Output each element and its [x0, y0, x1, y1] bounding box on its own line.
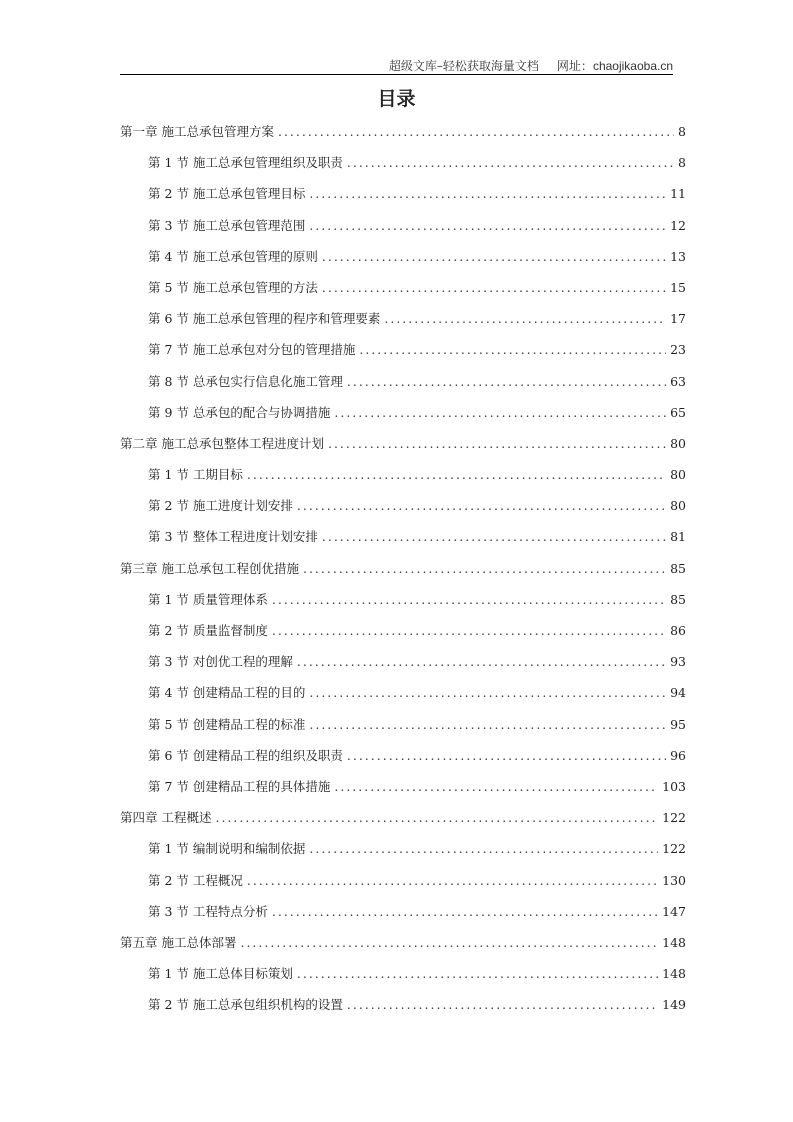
- toc-dot-leader: [272, 900, 658, 924]
- site-url: chaojikaoba.cn: [592, 59, 673, 73]
- toc-dot-leader: [328, 432, 666, 456]
- toc-page-number: 15: [670, 279, 686, 295]
- toc-dot-leader: [297, 650, 666, 674]
- toc-entry-label: 第 5 节 创建精品工程的标准: [148, 716, 306, 732]
- toc-dot-leader: [334, 775, 658, 799]
- toc-entry-label: 第 2 节 质量监督制度: [148, 623, 268, 638]
- toc-dot-leader: [322, 276, 666, 300]
- toc-entry-label: 第 4 节 创建精品工程的目的: [148, 685, 306, 701]
- toc-entry-label: 第 1 节 编制说明和编制依据: [148, 841, 306, 857]
- toc-section-entry[interactable]: [120, 962, 686, 993]
- toc-page-number: 11: [670, 186, 686, 202]
- toc-dot-leader: [384, 307, 666, 331]
- toc-dot-leader: [309, 713, 666, 737]
- toc-page-number: 81: [670, 529, 686, 545]
- toc-section-entry[interactable]: [120, 182, 686, 213]
- toc-page-number: 23: [670, 342, 686, 358]
- toc-section-entry[interactable]: [120, 151, 686, 182]
- toc-section-entry[interactable]: [120, 307, 686, 338]
- toc-section-entry[interactable]: [120, 869, 686, 900]
- toc-dot-leader: [272, 588, 666, 612]
- toc-page-number: 8: [678, 124, 686, 139]
- toc-page-number: 17: [670, 311, 686, 327]
- toc-dot-leader: [272, 619, 666, 643]
- toc-page-number: 94: [670, 685, 686, 701]
- toc-section-entry[interactable]: [120, 713, 686, 744]
- toc-entry-label: 第 2 节 施工总承包组织机构的设置: [148, 997, 343, 1013]
- toc-section-entry[interactable]: [120, 276, 686, 307]
- toc-section-entry[interactable]: [120, 588, 686, 619]
- toc-entry-label: 第 3 节 工程特点分析: [148, 903, 268, 919]
- toc-section-entry[interactable]: [120, 245, 686, 276]
- toc-page-number: 80: [670, 498, 686, 514]
- toc-page-number: 86: [670, 623, 686, 638]
- toc-page-number: 63: [670, 373, 686, 389]
- toc-page-number: 85: [670, 560, 686, 576]
- toc-dot-leader: [334, 401, 666, 425]
- toc-section-entry[interactable]: [120, 463, 686, 494]
- toc-dot-leader: [240, 931, 658, 955]
- toc-dot-leader: [278, 120, 674, 144]
- toc-entry-label: 第二章 施工总承包整体工程进度计划: [120, 435, 324, 451]
- toc-entry-label: 第五章 施工总体部署: [120, 934, 237, 950]
- toc-page-number: 130: [662, 872, 686, 888]
- toc-page-number: 93: [670, 654, 686, 670]
- toc-section-entry[interactable]: [120, 401, 686, 432]
- toc-page-number: 148: [662, 934, 686, 950]
- toc-entry-label: 第一章 施工总承包管理方案: [120, 124, 274, 139]
- toc-dot-leader: [347, 744, 666, 768]
- toc-chapter-entry[interactable]: [120, 120, 686, 151]
- toc-dot-leader: [309, 681, 666, 705]
- toc-entry-label: 第 7 节 施工总承包对分包的管理措施: [148, 342, 356, 358]
- toc-entry-label: 第三章 施工总承包工程创优措施: [120, 560, 299, 576]
- toc-entry-label: 第四章 工程概述: [120, 810, 212, 826]
- toc-page-number: 12: [670, 217, 686, 233]
- toc-entry-label: 第 1 节 质量管理体系: [148, 591, 268, 607]
- toc-entry-label: 第 2 节 施工总承包管理目标: [148, 186, 306, 202]
- toc-section-entry[interactable]: [120, 525, 686, 556]
- toc-chapter-entry[interactable]: [120, 432, 686, 463]
- toc-entry-label: 第 1 节 施工总体目标策划: [148, 966, 293, 982]
- toc-section-entry[interactable]: [120, 494, 686, 525]
- toc-page-number: 103: [662, 778, 686, 794]
- toc-page-number: 85: [670, 591, 686, 607]
- toc-page-number: 13: [670, 248, 686, 264]
- toc-dot-leader: [303, 557, 666, 581]
- toc-dot-leader: [347, 151, 674, 175]
- toc-dot-leader: [215, 806, 658, 830]
- toc-entry-label: 第 1 节 施工总承包管理组织及职责: [148, 155, 343, 171]
- toc-dot-leader: [247, 869, 658, 893]
- header-rule: [120, 74, 673, 75]
- toc-page-number: 147: [662, 903, 686, 919]
- toc-entry-label: 第 3 节 整体工程进度计划安排: [148, 529, 318, 545]
- site-label: 网址：: [556, 59, 593, 73]
- toc-section-entry[interactable]: [120, 900, 686, 931]
- site-text: 超级文库–轻松获取海量文档: [388, 59, 539, 73]
- toc-page-number: 80: [670, 435, 686, 451]
- toc-dot-leader: [309, 214, 666, 238]
- toc-dot-leader: [247, 463, 666, 487]
- toc-entry-label: 第 6 节 施工总承包管理的程序和管理要素: [148, 311, 381, 327]
- toc-entry-label: 第 8 节 总承包实行信息化施工管理: [148, 373, 343, 389]
- page-header: [120, 57, 673, 73]
- toc-dot-leader: [322, 525, 666, 549]
- page-title: 目录: [377, 88, 416, 110]
- toc-entry-label: 第 1 节 工期目标: [148, 467, 243, 483]
- toc-page-number: 122: [662, 810, 686, 826]
- toc-page-number: 65: [670, 404, 686, 420]
- toc-dot-leader: [347, 370, 666, 394]
- toc-section-entry[interactable]: [120, 993, 686, 1024]
- toc-section-entry[interactable]: [120, 775, 686, 806]
- toc-section-entry[interactable]: [120, 370, 686, 401]
- toc-section-entry[interactable]: [120, 650, 686, 681]
- toc-section-entry[interactable]: [120, 744, 686, 775]
- toc-entry-label: 第 3 节 对创优工程的理解: [148, 654, 293, 670]
- toc-section-entry[interactable]: [120, 837, 686, 868]
- toc-dot-leader: [297, 962, 658, 986]
- toc-section-entry[interactable]: [120, 681, 686, 712]
- toc-dot-leader: [359, 338, 666, 362]
- toc-dot-leader: [309, 182, 666, 206]
- toc-entry-label: 第 5 节 施工总承包管理的方法: [148, 279, 318, 295]
- toc-page-number: 149: [662, 997, 686, 1013]
- toc-entry-label: 第 9 节 总承包的配合与协调措施: [148, 404, 331, 420]
- toc-dot-leader: [297, 494, 666, 518]
- toc-section-entry[interactable]: [120, 619, 686, 650]
- toc-section-entry[interactable]: [120, 214, 686, 245]
- toc-page-number: 95: [670, 716, 686, 732]
- toc-entry-label: 第 3 节 施工总承包管理范围: [148, 217, 306, 233]
- toc-dot-leader: [322, 245, 666, 269]
- toc-page-number: 122: [662, 841, 686, 857]
- toc-chapter-entry[interactable]: [120, 931, 686, 962]
- toc-section-entry[interactable]: [120, 338, 686, 369]
- toc-page-number: 8: [678, 155, 686, 171]
- toc-entry-label: 第 2 节 施工进度计划安排: [148, 498, 293, 514]
- toc-entry-label: 第 2 节 工程概况: [148, 872, 243, 888]
- toc-chapter-entry[interactable]: [120, 806, 686, 837]
- toc-page-number: 148: [662, 966, 686, 982]
- toc-entry-label: 第 6 节 创建精品工程的组织及职责: [148, 747, 343, 763]
- toc-page-number: 96: [670, 747, 686, 763]
- toc-chapter-entry[interactable]: [120, 557, 686, 588]
- table-of-contents: [120, 120, 686, 1024]
- toc-entry-label: 第 4 节 施工总承包管理的原则: [148, 248, 318, 264]
- toc-dot-leader: [309, 837, 658, 861]
- toc-entry-label: 第 7 节 创建精品工程的具体措施: [148, 778, 331, 794]
- toc-dot-leader: [347, 993, 658, 1017]
- toc-page-number: 80: [670, 467, 686, 483]
